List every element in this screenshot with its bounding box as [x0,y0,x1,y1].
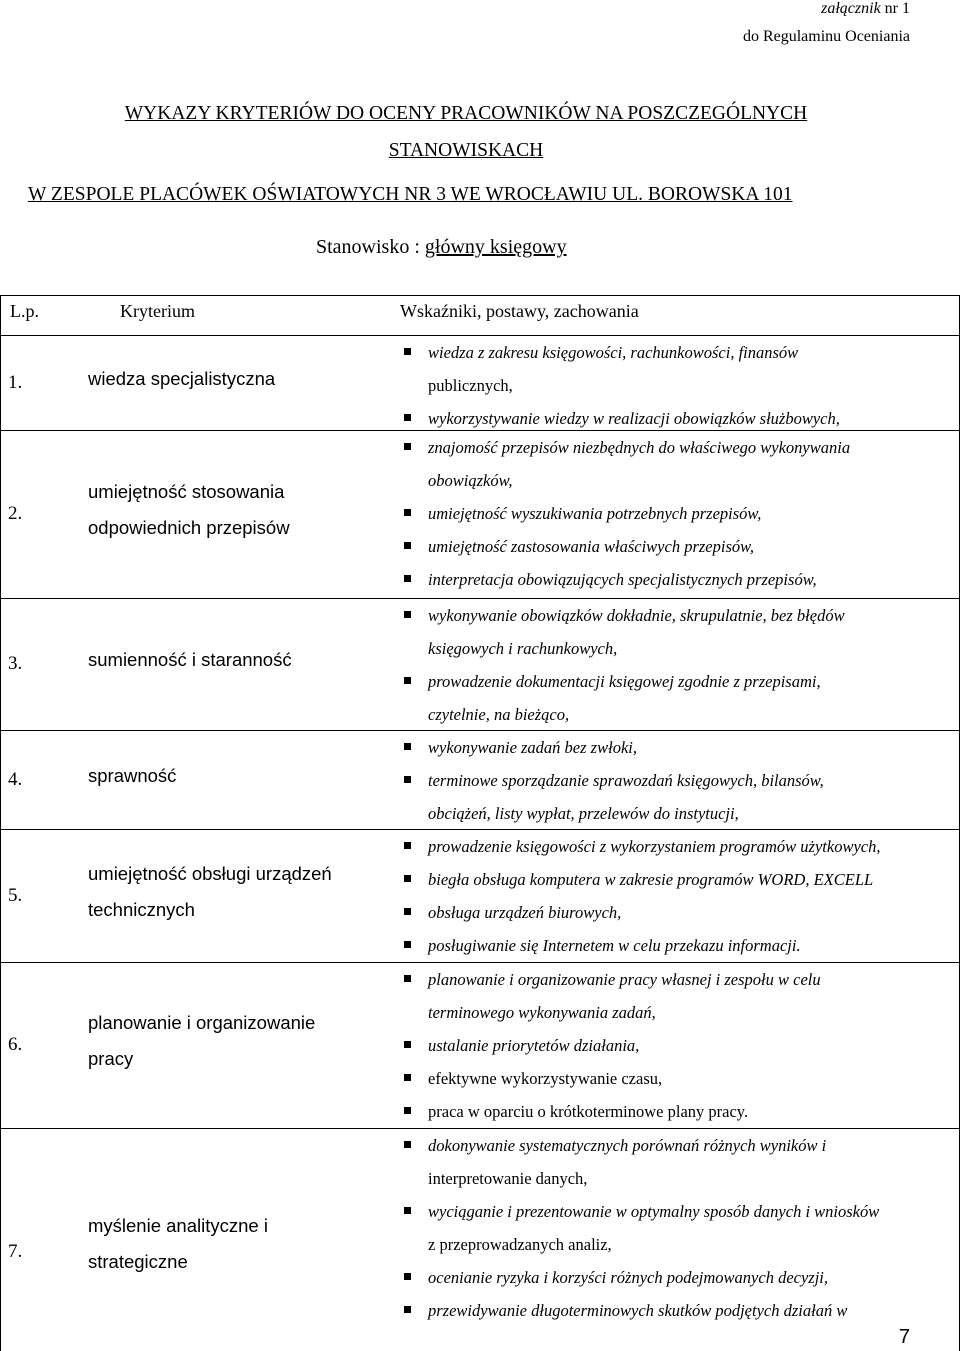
title-line-3: W ZESPOLE PLACÓWEK OŚWIATOWYCH NR 3 WE WROCŁAWIU UL. BOROWSKA 101 [28,184,793,205]
indicator-list [404,738,960,829]
indicator-text: wykonywanie zadań bez zwłoki, [428,738,637,757]
criterion-text: technicznych [88,898,195,920]
row-number: 3. [8,653,23,674]
bullet-icon [404,875,411,882]
criterion-text: umiejętność stosowania [88,481,285,502]
indicator-text: wiedza z zakresu księgowości, rachunkowości, finansów [428,343,799,362]
bullet-icon [404,1107,411,1114]
indicator-continuation [428,1169,587,1189]
row-number: 6. [8,1034,23,1055]
table-rule [0,829,960,830]
table-header-0: L.p. [10,301,39,321]
indicator-text: obowiązków, [428,471,513,490]
criterion-text: umiejętność obsługi urządzeń [88,862,332,884]
table-rule [0,962,960,963]
indicator-item [404,570,817,590]
bullet-icon [404,414,411,421]
indicator-item [404,837,880,857]
table-rule [0,598,960,599]
indicator-continuation [428,639,617,659]
indicator-text: posługiwanie się Internetem w celu przekazu informacji. [428,936,801,955]
bullet-icon [404,908,411,915]
indicator-list [404,343,960,430]
indicator-text: ocenianie ryzyka i korzyści różnych podejmowanych decyzji, [428,1268,829,1287]
table-rule [0,730,960,731]
indicator-text: planowanie i organizowanie pracy własnej i zespołu w celu [428,970,821,989]
indicator-list [404,1136,960,1351]
indicator-text: publicznych, [428,376,513,395]
criterion-text: sprawność [88,764,177,786]
annex-regulation: do Regulaminu Oceniania [742,28,910,45]
table-rule [0,295,960,296]
indicator-item [404,970,821,990]
bullet-icon [404,941,411,948]
indicator-continuation [428,1003,656,1023]
indicator-text: wykorzystywanie wiedzy w realizacji obowiązków służbowych, [428,409,840,428]
table-header-1: Kryterium [120,301,195,321]
bullet-icon [404,1207,411,1214]
indicator-item [404,1136,826,1156]
indicator-item [404,1268,828,1288]
indicator-continuation [428,1235,612,1255]
position-heading [316,236,567,259]
bullet-icon [404,1074,411,1081]
bullet-icon [404,443,411,450]
indicator-text: prowadzenie księgowości z wykorzystaniem programów użytkowych, [428,837,881,856]
indicator-list [404,837,960,962]
indicator-text: znajomość przepisów niezbędnych do właściwego wykonywania [428,438,851,457]
annex-label [821,0,910,18]
indicator-item [404,537,754,557]
indicator-text: terminowe sporządzanie sprawozdań księgowych, bilansów, [428,771,824,790]
indicator-text: biegła obsługa komputera w zakresie programów WORD, EXCELL [428,870,874,889]
bullet-icon [404,348,411,355]
indicator-continuation [428,471,513,491]
table-header-2: Wskaźniki, postawy, zachowania [400,301,639,321]
indicator-item [404,606,845,626]
criterion-text: wiedza specjalistyczna [88,367,276,389]
indicator-continuation [428,376,513,396]
indicator-text: terminowego wykonywania zadań, [428,1003,656,1022]
bullet-icon [404,509,411,516]
criterion-text: planowanie i organizowanie [88,1012,316,1033]
indicator-item [404,1301,847,1321]
row-number: 5. [8,884,23,906]
indicator-item [404,936,801,956]
indicator-item [404,1069,662,1089]
annex-label-italic: załącznik [821,0,881,17]
indicator-text: wyciąganie i prezentowanie w optymalny sposób danych i wniosków [428,1202,880,1221]
indicator-text: księgowych i rachunkowych, [428,639,618,658]
indicator-text: obciążeń, listy wypłat, przelewów do instytucji, [428,804,739,823]
bullet-icon [404,1041,411,1048]
indicator-item [404,738,637,758]
bullet-icon [404,542,411,549]
bullet-icon [404,776,411,783]
indicator-item [404,672,821,692]
indicator-list [404,970,960,1128]
indicator-item [404,409,840,429]
indicator-item [404,870,873,890]
bullet-icon [404,611,411,618]
bullet-icon [404,1141,411,1148]
row-number: 4. [8,768,23,790]
criterion-text: pracy [88,1048,134,1069]
indicator-list [404,606,960,730]
indicator-item [404,438,850,458]
bullet-icon [404,1273,411,1280]
indicator-text: interpretowanie danych, [428,1169,588,1188]
title-line-2: STANOWISKACH [388,140,544,161]
indicator-item [404,504,761,524]
table-border [0,295,1,1351]
annex-label-number: nr 1 [880,0,910,17]
bullet-icon [404,677,411,684]
indicator-text: umiejętność zastosowania właściwych przepisów, [428,537,755,556]
row-number: 7. [8,1240,23,1262]
indicator-text: prowadzenie dokumentacji księgowej zgodnie z przepisami, [428,672,821,691]
row-number: 1. [8,371,23,393]
table-rule [0,430,960,431]
position-value: główny księgowy [424,236,567,258]
indicator-text: umiejętność wyszukiwania potrzebnych przepisów, [428,504,762,523]
criterion-text: sumienność i staranność [88,649,292,670]
indicator-text: wykonywanie obowiązków dokładnie, skrupulatnie, bez błędów [428,606,845,625]
indicator-text: dokonywanie systematycznych porównań różnych wyników i [428,1136,827,1155]
criterion-text: myślenie analityczne i [88,1214,268,1236]
indicator-text: ustalanie priorytetów działania, [428,1036,640,1055]
indicator-text: praca w oparciu o krótkoterminowe plany pracy. [428,1102,749,1121]
bullet-icon [404,842,411,849]
bullet-icon [404,1306,411,1313]
indicator-item [404,343,798,363]
page-number: 7 [898,1326,910,1348]
indicator-continuation [428,804,739,824]
indicator-item [404,1036,639,1056]
indicator-text: czytelnie, na bieżąco, [428,705,570,724]
indicator-text: obsługa urządzeń biurowych, [428,903,622,922]
table-rule [0,1128,960,1129]
indicator-item [404,1202,879,1222]
indicator-text: efektywne wykorzystywanie czasu, [428,1069,663,1088]
bullet-icon [404,743,411,750]
indicator-item [404,771,824,791]
indicator-list [404,438,960,598]
indicator-item [404,903,621,923]
criterion-text: odpowiednich przepisów [88,517,290,538]
bullet-icon [404,975,411,982]
bullet-icon [404,575,411,582]
indicator-text: z przeprowadzanych analiz, [428,1235,612,1254]
row-number: 2. [8,503,23,524]
indicator-text: interpretacja obowiązujących specjalistycznych przepisów, [428,570,817,589]
indicator-item [404,1102,748,1122]
title-line-1: WYKAZY KRYTERIÓW DO OCENY PRACOWNIKÓW NA POSZCZEGÓLNYCH [124,103,808,124]
indicator-continuation [428,705,569,725]
position-label: Stanowisko : [316,236,425,258]
criterion-text: strategiczne [88,1250,188,1272]
table-rule [0,335,960,336]
indicator-text: przewidywanie długoterminowych skutków podjętych działań w [428,1301,848,1320]
